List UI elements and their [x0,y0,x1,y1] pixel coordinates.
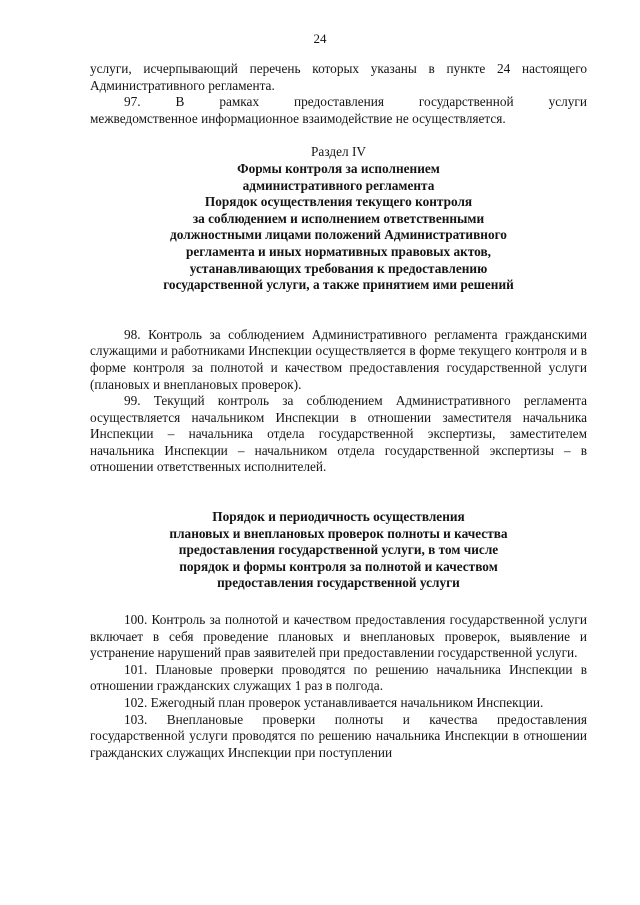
section-title [90,161,587,294]
spacer [90,592,587,612]
subsection-title-line: плановых и внеплановых проверок полноты и качества [169,525,508,541]
document-body [90,61,587,761]
section-title-line: устанавливающих требования к предоставлению [189,260,488,276]
section-title-line: государственной услуги, а также принятием ими решений [163,277,514,293]
continuation-line-1: услуги, исчерпывающий перечень которых указаны в пункте 24 настоящего [90,61,587,76]
paragraph-102: 102. Ежегодный план проверок устанавливается начальником Инспекции. [124,695,544,710]
section-title-line: за соблюдением и исполнением ответственными [192,210,485,226]
subsection-title-line: порядок и формы контроля за полнотой и качеством [179,558,498,574]
paragraph-103: 103. Внеплановые проверки полноты и качества предоставления государственной услуги проводятся по решению начальника Инспекции в отношении гражданских служащих Инспекции при поступлении [90,711,587,760]
subsection-title-line: предоставления государственной услуги [217,575,460,591]
section-title-line: регламента и иных нормативных правовых актов, [185,243,492,259]
paragraph-97-line-1: 97. В рамках предоставления государственной услуги [124,94,587,110]
subsection-title [90,509,587,592]
section-title-line: Формы контроля за исполнением [237,160,440,176]
paragraph-99: 99. Текущий контроль за соблюдением Административного регламента осуществляется начальником Инспекции в отношении заместителя начальника Инспекции – начальника отдела государственной экспертизы, заместителем начальника Инспекции – начальником отдела государственной экспертизы – в отношении ответственных исполнителей. [90,393,587,475]
paragraph-101: 101. Плановые проверки проводятся по решению начальника Инспекции в отношении гражданских служащих 1 раз в полгода. [90,661,587,694]
section-title-line: должностными лицами положений Административного [170,227,507,243]
page-number: 24 [313,31,327,46]
subsection-title-line: Порядок и периодичность осуществления [212,509,465,525]
section-label: Раздел IV [311,144,366,160]
subsection-title-line: предоставления государственной услуги, в том числе [178,542,499,558]
section-title-line: административного регламента [242,177,435,193]
section-title-line: Порядок осуществления текущего контроля [204,194,473,210]
spacer [90,294,587,327]
paragraph-100: 100. Контроль за полнотой и качеством предоставления государственной услуги включает в себя проведение плановых и внеплановых проверок, выявление и устранение нарушений прав заявителей при предоставлении государственной услуги. [90,612,587,661]
paragraph-98: 98. Контроль за соблюдением Административного регламента гражданскими служащими и работниками Инспекции осуществляется в форме текущего контроля и в форме контроля за полнотой и качеством предоставления государственной услуги (плановых и внеплановых проверок). [90,326,587,392]
paragraph-97-line-2: межведомственное информационное взаимодействие не осуществляется. [90,110,506,126]
spacer [90,476,587,509]
continuation-line-2: Административного регламента. [90,77,275,93]
